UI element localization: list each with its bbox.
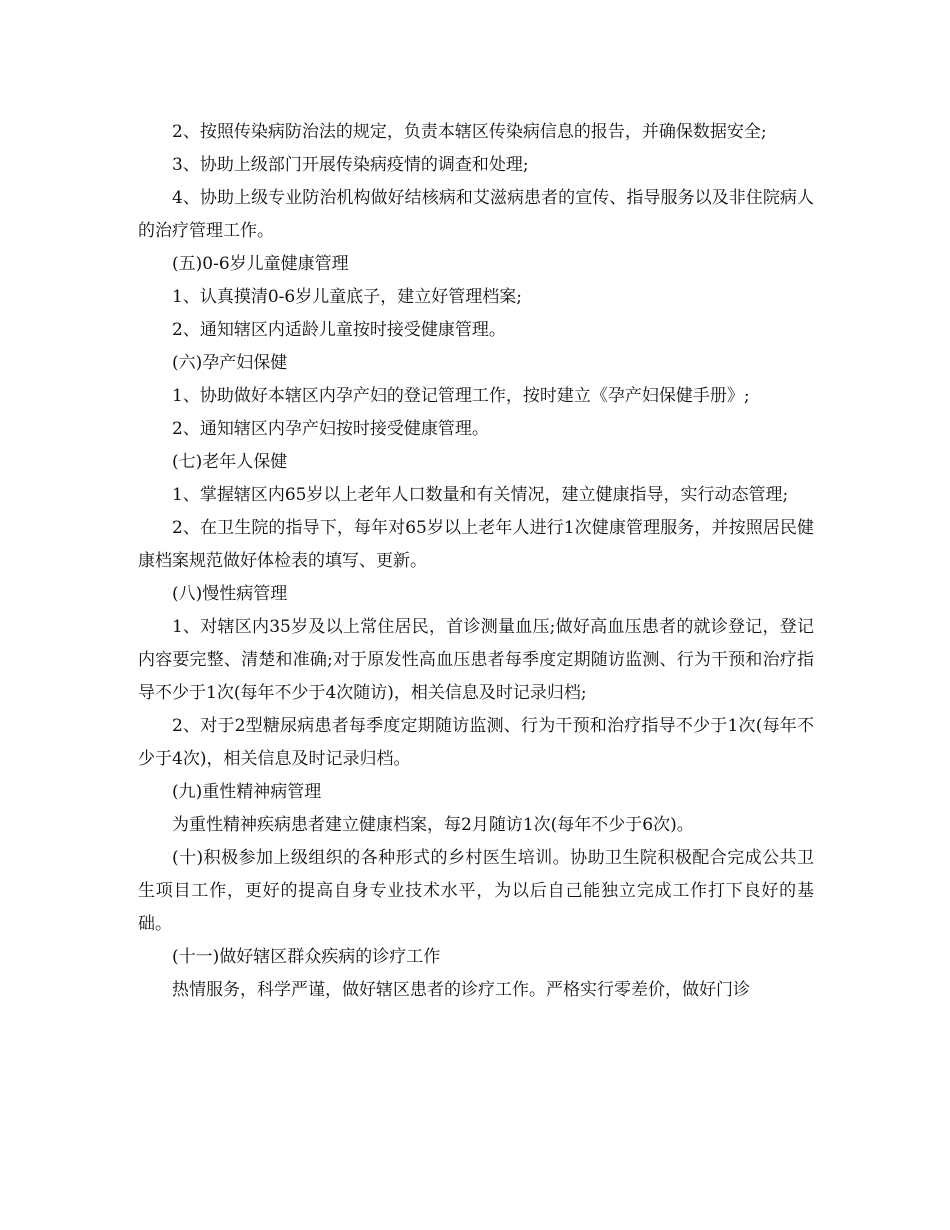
heading-diagnosis-treatment: (十一)做好辖区群众疾病的诊疗工作: [172, 947, 441, 967]
paragraph-epidemic-investigation: 3、协助上级部门开展传染病疫情的调查和处理;: [172, 155, 529, 175]
paragraph-diabetes: 2、对于2型糖尿病患者每季度定期随访监测、行为干预和治疗指导不少于1次(每年不少于4次)，相关信息及时记录归档。: [138, 716, 814, 769]
document-body: [138, 116, 814, 1007]
heading-mental-illness: (九)重性精神病管理: [172, 782, 322, 802]
paragraph-tb-aids-management: 4、协助上级专业防治机构做好结核病和艾滋病患者的宣传、指导服务以及非住院病人的治疗管理工作。: [138, 188, 814, 241]
paragraph-hypertension: 1、对辖区内35岁及以上常住居民，首诊测量血压;做好高血压患者的就诊登记，登记内容要完整、清楚和准确;对于原发性高血压患者每季度定期随访监测、行为干预和治疗指导不少于1次(每年不少于4次随访)，相关信息及时记录归档;: [138, 617, 814, 703]
paragraph-maternal-notify: 2、通知辖区内孕产妇按时接受健康管理。: [172, 419, 489, 439]
paragraph-child-notify: 2、通知辖区内适龄儿童按时接受健康管理。: [172, 320, 506, 340]
paragraph-elderly-checkup: 2、在卫生院的指导下，每年对65岁以上老年人进行1次健康管理服务，并按照居民健康档案规范做好体检表的填写、更新。: [138, 518, 814, 571]
paragraph-maternal-registration: 1、协助做好本辖区内孕产妇的登记管理工作，按时建立《孕产妇保健手册》;: [172, 386, 750, 406]
heading-child-health: (五)0-6岁儿童健康管理: [172, 254, 349, 274]
heading-elderly-health: (七)老年人保健: [172, 452, 288, 472]
paragraph-diagnosis-service: 热情服务，科学严谨，做好辖区患者的诊疗工作。严格实行零差价，做好门诊: [172, 980, 750, 1000]
heading-maternal-health: (六)孕产妇保健: [172, 353, 288, 373]
paragraph-mental-illness-records: 为重性精神疾病患者建立健康档案，每2月随访1次(每年不少于6次)。: [172, 815, 694, 835]
paragraph-training: (十)积极参加上级组织的各种形式的乡村医生培训。协助卫生院积极配合完成公共卫生项目工作，更好的提高自身专业技术水平，为以后自己能独立完成工作打下良好的基础。: [138, 848, 814, 934]
paragraph-communicable-disease-report: 2、按照传染病防治法的规定，负责本辖区传染病信息的报告，并确保数据安全;: [172, 122, 767, 142]
paragraph-elderly-population: 1、掌握辖区内65岁以上老年人口数量和有关情况，建立健康指导，实行动态管理;: [172, 485, 789, 505]
heading-chronic-disease: (八)慢性病管理: [172, 584, 288, 604]
paragraph-child-records: 1、认真摸清0-6岁儿童底子，建立好管理档案;: [172, 287, 522, 307]
